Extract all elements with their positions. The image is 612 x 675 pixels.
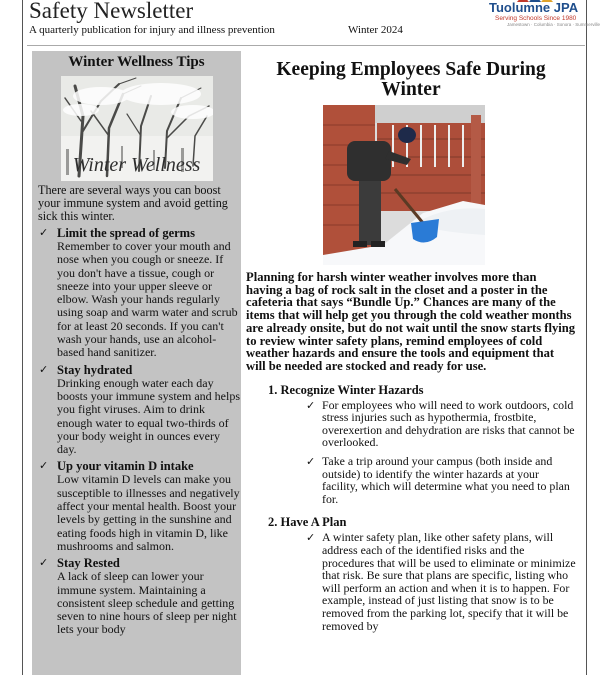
tip-body: Remember to cover your mouth and nose when you cough or sneeze. If you don't have a tissue, cough or sneeze into your upper sleeve or elbow. Wash your hands regularly using soap and warm water and scrub for at least 20 seconds. If you can't wash your hands, use an alcohol-based hand sanitizer. <box>57 239 238 360</box>
bullet-text: A winter safety plan, like other safety plans, will address each of the identified risks and the procedures that will be used to eliminate or minimize that risk. Be sure that plans are specific, listing who will perform an action and when it is to happen. For example, instead of just listing that snow is to be removed from the parking lot, specify that it will be removed by <box>322 530 576 633</box>
winter-trees-photo <box>61 76 213 181</box>
tuolumne-jpa-logo <box>485 0 601 32</box>
check-icon: ✓ <box>39 362 49 376</box>
page-border-left <box>22 0 23 675</box>
section-number: 1. <box>268 382 278 397</box>
check-icon: ✓ <box>39 226 49 239</box>
wellness-sidebar <box>32 51 241 675</box>
bullet-item <box>246 455 576 505</box>
logo-tagline: Serving Schools Since 1980 <box>495 15 577 22</box>
tip-item <box>32 556 241 636</box>
section-title: Have A Plan <box>280 515 347 530</box>
section-title: Recognize Winter Hazards <box>280 382 424 397</box>
snow-shoveling-photo <box>323 105 485 265</box>
logo-name: Tuolumne JPA <box>489 0 579 15</box>
check-icon: ✓ <box>39 556 49 570</box>
newsletter-header <box>27 0 601 46</box>
photo-caption: Winter Wellness <box>72 154 201 176</box>
header-divider <box>27 45 585 46</box>
check-icon: ✓ <box>306 531 316 545</box>
page-border-right <box>586 0 587 675</box>
bullet-text: For employees who will need to work outdoors, cold stress injuries such as hypothermia, frostbite, overexertion and dehydration are risks that cannot be overlooked. <box>322 397 575 450</box>
sidebar-heading: Winter Wellness Tips <box>68 54 205 70</box>
check-icon: ✓ <box>306 398 316 412</box>
check-icon: ✓ <box>39 459 49 473</box>
article-sections <box>246 383 576 633</box>
article-intro: Planning for harsh winter weather involves more than having a bag of rock salt in the closet and a poster in the cafeteria that says “Bundle Up.” Chances are many of the items that will help get you through the cold weather months are already onsite, but do not wait until the snow starts flying to review winter safety plans, remind employees of cold weather hazards and ensure the tools and equipment that will be needed are stocked and ready for use. <box>246 270 576 373</box>
wellness-tips-list <box>32 226 241 637</box>
main-article <box>246 60 576 638</box>
tip-title: Stay Rested <box>57 556 120 571</box>
newsletter-subtitle: A quarterly publication for injury and illness prevention <box>29 24 275 36</box>
newsletter-title: Safety Newsletter <box>29 0 194 23</box>
tip-body: Drinking enough water each day boosts your immune system and helps you fight viruses. Aim to drink enough water to equal two-thirds of your body weight in ounces every day. <box>57 375 240 457</box>
issue-season: Winter 2024 <box>348 24 403 36</box>
tip-item <box>32 459 241 553</box>
tip-item <box>32 363 241 457</box>
check-icon: ✓ <box>306 455 316 468</box>
section-heading <box>268 515 576 529</box>
section-bullets <box>246 399 576 506</box>
sidebar-intro: There are several ways you can boost your immune system and avoid getting sick this winter. <box>38 183 228 223</box>
bullet-item <box>246 531 576 632</box>
bullet-text: Take a trip around your campus (both inside and outside) to identify the winter hazards at your facility, which will determine what you need to plan for. <box>322 454 570 506</box>
tip-title: Stay hydrated <box>57 362 133 377</box>
tip-body: A lack of sleep can lower your immune system. Maintaining a consistent sleep schedule and getting seven to nine hours of sleep per night lets your body <box>57 569 237 637</box>
tip-item <box>32 226 241 360</box>
article-section <box>246 383 576 506</box>
section-heading <box>268 383 576 397</box>
article-section <box>246 515 576 632</box>
logo-subline: Jamestown · Columbia · Sonora · Summerville <box>507 22 601 27</box>
tip-title: Limit the spread of germs <box>57 226 195 240</box>
section-number: 2. <box>268 515 278 530</box>
section-bullets <box>246 531 576 632</box>
shoveling-worker-image <box>323 105 485 265</box>
tip-title: Up your vitamin D intake <box>57 459 194 474</box>
bullet-item <box>246 399 576 449</box>
tip-body: Low vitamin D levels can make you susceptible to illnesses and negatively affect your mental health. Boost your levels by getting in the sunshine and eating foods high in vitamin D, like mushrooms and salmon. <box>57 472 240 553</box>
article-title: Keeping Employees Safe During Winter <box>276 59 546 100</box>
